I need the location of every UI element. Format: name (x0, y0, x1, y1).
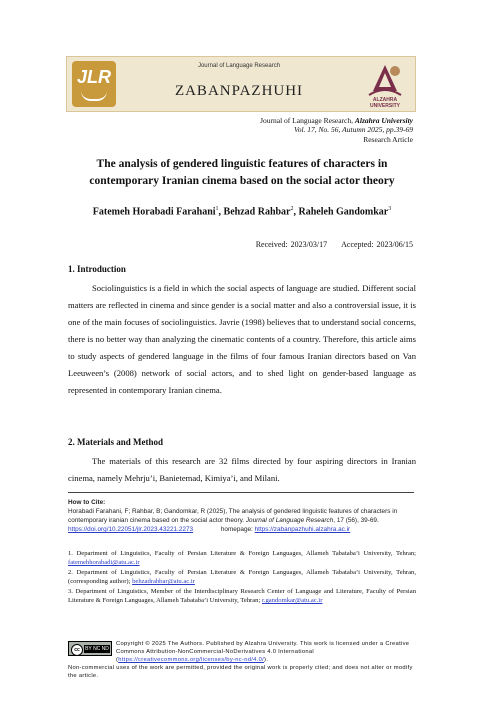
university-logo-text: ALZAHRA UNIVERSITY (369, 97, 400, 109)
article-title (68, 156, 416, 191)
footnote-3 (68, 587, 416, 605)
banner-title: ZABANPAZHUHI (174, 83, 304, 99)
journal-banner (66, 56, 416, 112)
author-name: Fatemeh Horabadi Farahani (92, 206, 216, 218)
author-list: Fatemeh Horabadi Farahani$^1$, Behzad Rahbar$^2$, Raheleh Gandomkar$^3$ (92, 206, 392, 218)
doi-link[interactable]: https://doi.org/10.22051/jlr.2023.43221.2273 (68, 526, 194, 533)
license-copyright: Copyright © 2025 The Authors. Published by Alzahra University. This work is licensed under a Creative Commons Attribution-NonCommercial-NoDerivatives 4.0 International ( (116, 641, 410, 663)
received-date: Received: 2023/03/17 (255, 240, 328, 249)
journal-info (260, 116, 413, 144)
journal-info-prefix: Journal of Language Research, (260, 116, 355, 125)
email-link[interactable]: fatemehhorabadi@atu.ac.ir (68, 559, 140, 566)
section-heading-introduction: 1. Introduction (68, 264, 126, 274)
author-affiliation-mark: 2 (290, 206, 294, 212)
alzahra-university-logo (359, 61, 411, 109)
email-link[interactable]: r.gandomkar@atu.ac.ir (261, 597, 323, 604)
license-text (116, 640, 416, 664)
title-line-1: The analysis of gendered linguistic features of characters in (96, 158, 388, 170)
jlr-logo (72, 61, 116, 107)
logo-swirl-icon (81, 89, 107, 101)
cite-label: How to Cite: (68, 499, 106, 506)
author-name: Raheleh Gandomkar (298, 206, 389, 218)
accepted-date: Accepted: 2023/06/15 (341, 240, 413, 249)
license-close: ). (264, 657, 269, 663)
how-to-cite (68, 498, 416, 534)
cite-volume: , 17 (56), 39-69. (333, 517, 379, 524)
footnote-text: 1. Department of Linguistics, Faculty of Persian Literature & Foreign Languages, Allameh Tabataba’i University, Tehran; (68, 550, 416, 557)
journal-volume: Vol. 17, No. 56, Autumn 2025, pp.39-69 (293, 125, 413, 135)
license-link[interactable]: https://creativecommons.org/licenses/by-nc-nd/4.0/ (118, 657, 265, 663)
banner-journal-name: Journal of Language Research (197, 63, 281, 69)
homepage-label: homepage: (220, 526, 255, 533)
introduction-text: Sociolinguistics is a field in which the social aspects of language are studied. Different social matters are reflected in cinema and since gender is a social matter and also a controversial issue, it is one of the main focuses of sociolinguistics. Javrie (1998) believes that to understand social concerns, there is no better way than analyzing the cinematic contents of a country. Therefore, this article aims to study aspects of gendered language in the films of four famous Iranian directors based on Van Leeuween’s (2008) network of social actors, and to shed light on gender-based language as represented in contemporary Iranian cinema. (68, 283, 416, 395)
footnote-1 (68, 549, 416, 567)
jlr-logo-text: JLR (76, 67, 111, 87)
author-affiliation-mark: 1 (215, 206, 219, 212)
cc-license-badge[interactable] (68, 641, 112, 656)
footnote-text: 2. Department of Linguistics, Faculty of Persian Literature & Foreign Languages, Allameh Tabataba’i University, Tehran, (corresponding author); (68, 569, 416, 585)
by-nc-nd-icon: BY NC ND (85, 646, 109, 652)
materials-text: The materials of this research are 32 films directed by four aspiring directors in Iranian cinema, namely Mehrju’i, Banietemad, Kimiya’i, and Milani. (68, 456, 416, 483)
license-terms: Non-commercial uses of the work are permitted, provided the original work is properly cited; and does not alter or modify the article. (68, 665, 413, 679)
cite-journal: Journal of Language Research (245, 517, 334, 524)
homepage-link[interactable]: https://zabanpazhuhi.alzahra.ac.ir (254, 526, 351, 533)
article-type: Research Article (363, 134, 413, 144)
email-link[interactable]: behzadrahbar@atu.ac.ir (132, 578, 195, 585)
author-name: Behzad Rahbar (223, 206, 291, 218)
footnote-text: 3. Department of Linguistics, Member of the Interdisciplinary Research Center of Language and Literature, Faculty of Persian Literature & Foreign Languages, Allameh Tabataba’i University, Tehran; (68, 588, 416, 604)
cite-text: Horabadi Farahani, F; Rahbar, B; Gandomkar, R (2025), The analysis of gendered linguistic features of characters in contemporary iranian cinema based on the social actor theory. (68, 508, 398, 524)
cc-icon: cc (71, 644, 83, 656)
footnote-2 (68, 568, 416, 586)
article-dates (256, 240, 413, 249)
materials-paragraph (68, 453, 416, 487)
section-heading-materials: 2. Materials and Method (68, 437, 163, 447)
title-line-2: contemporary Iranian cinema based on the social actor theory (89, 175, 395, 188)
university-emblem-icon (359, 61, 411, 101)
introduction-paragraph (68, 280, 416, 399)
journal-info-university: Alzahra University (354, 116, 413, 125)
footnote-divider (68, 492, 414, 493)
author-affiliation-mark: 3 (388, 206, 392, 212)
